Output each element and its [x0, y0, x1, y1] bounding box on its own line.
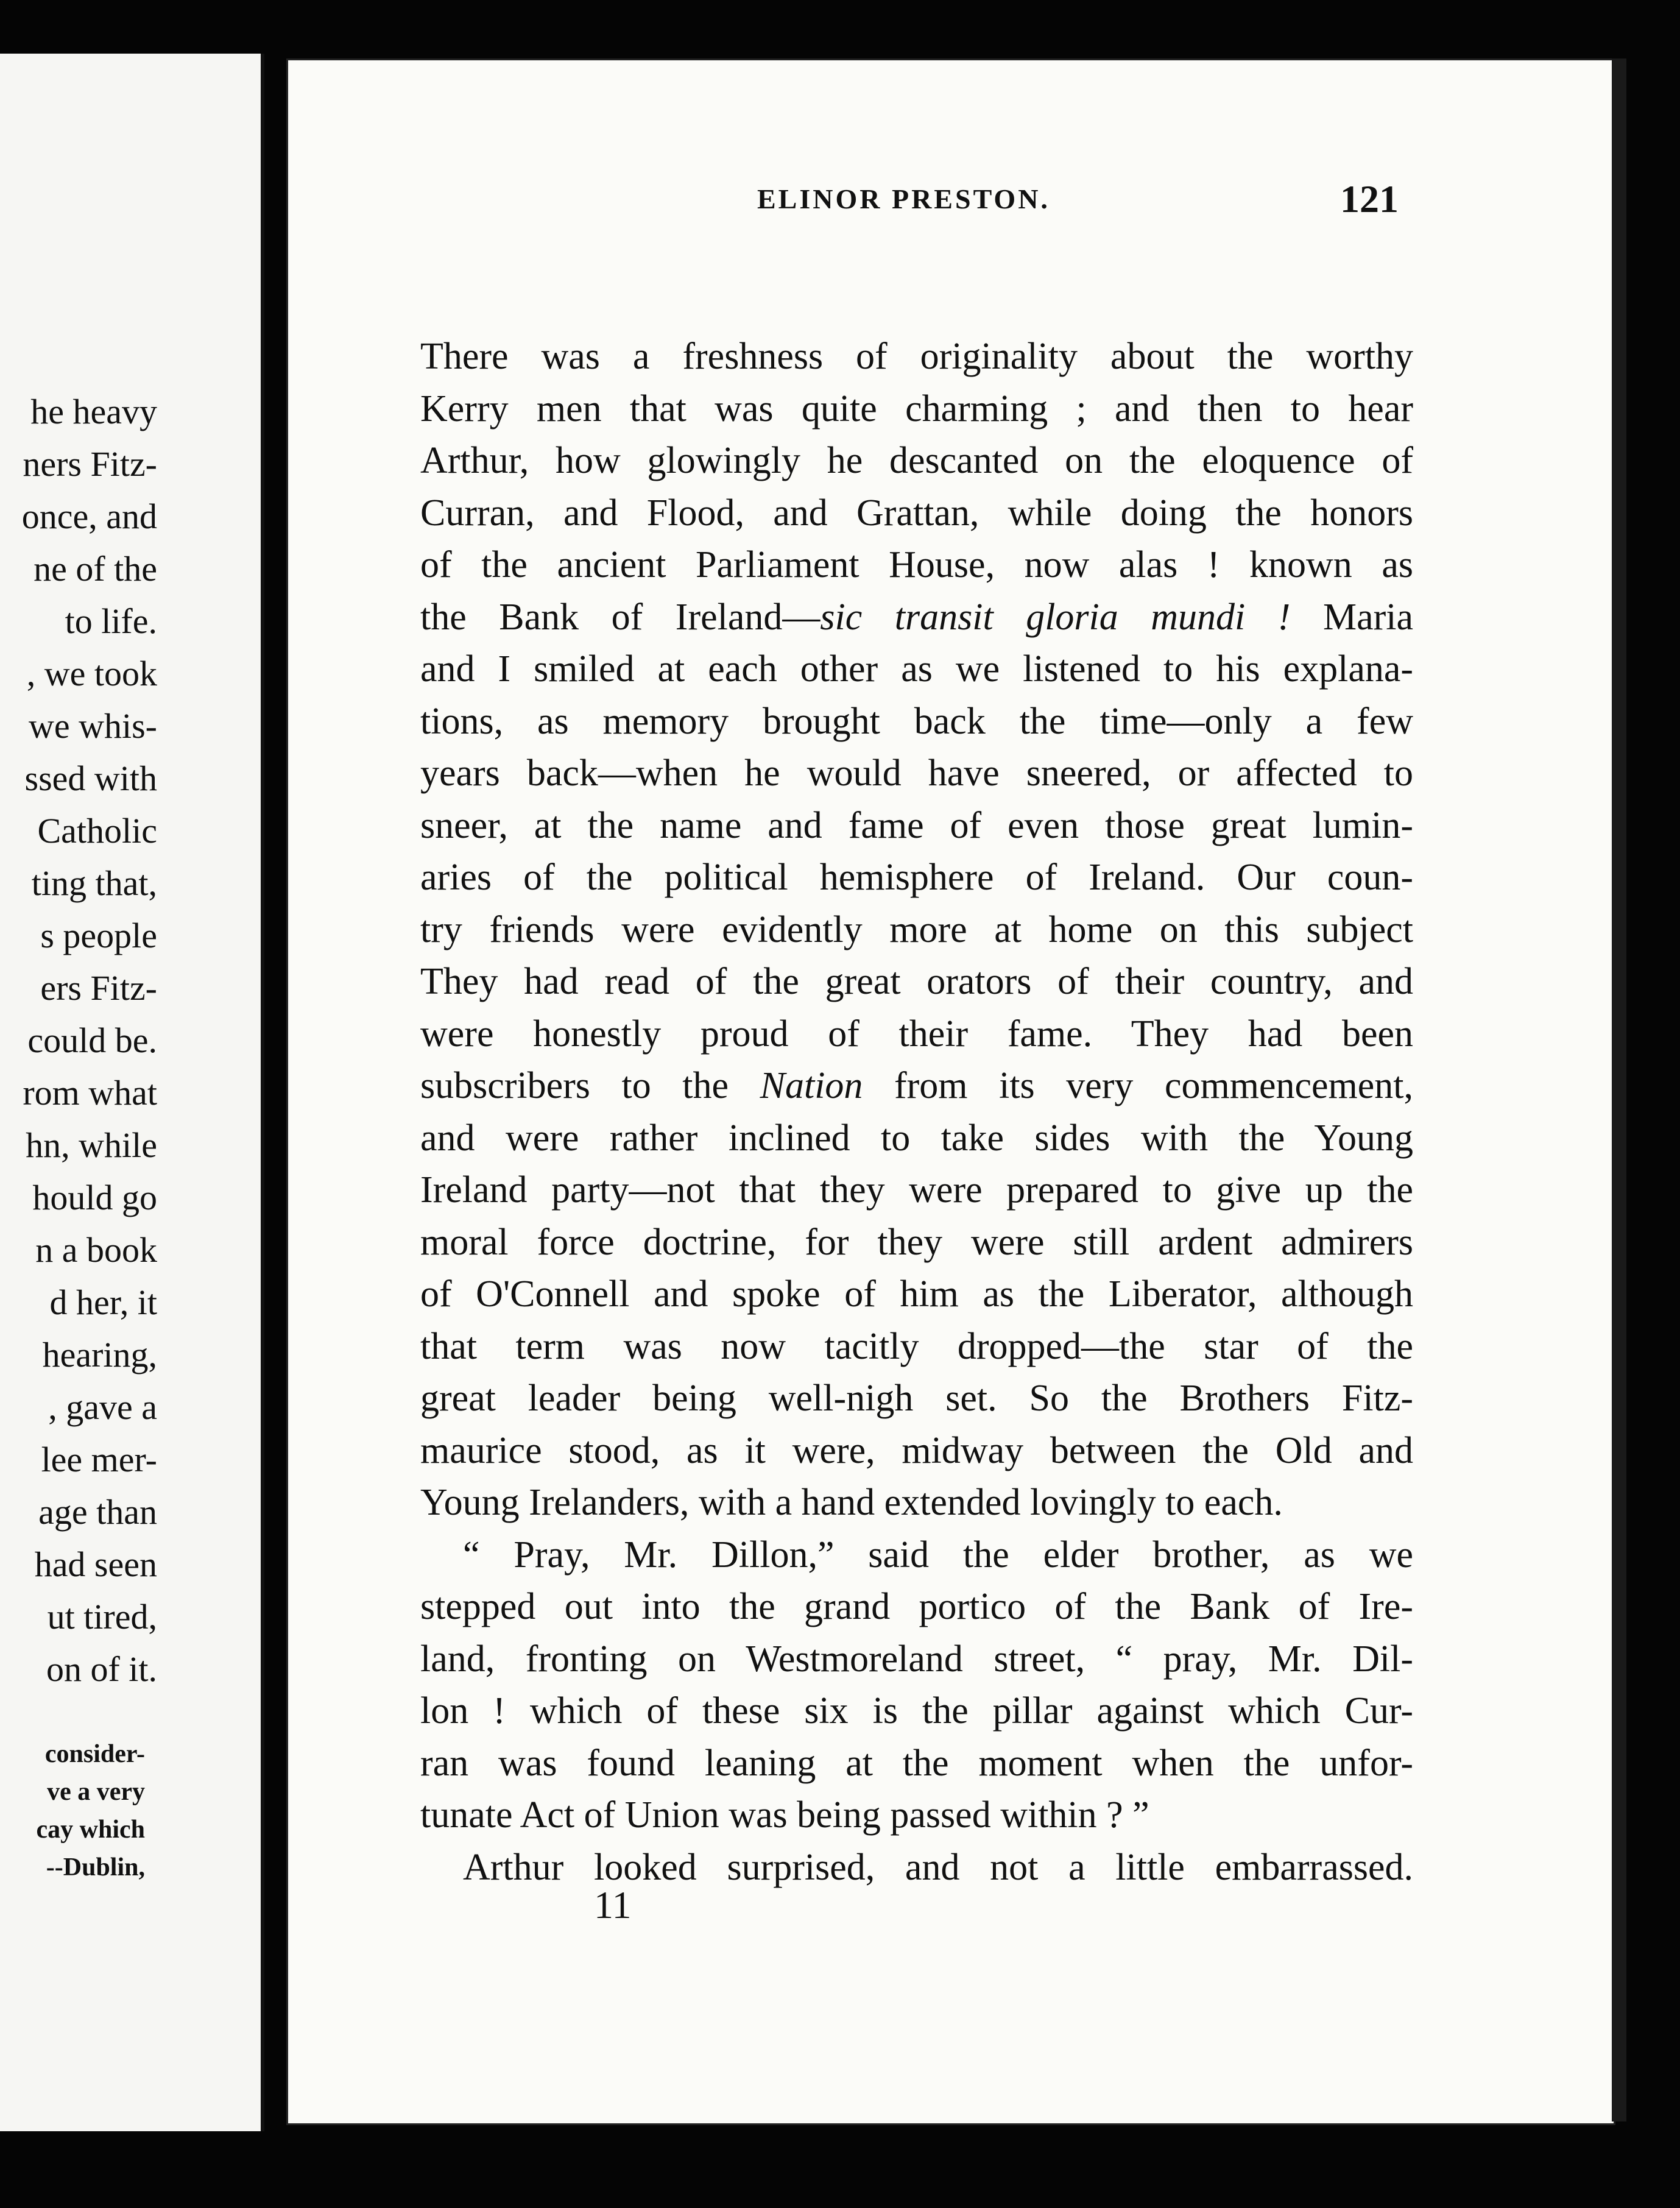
line-text: years back—when he would have sneered, or affected to: [420, 752, 1413, 794]
left-page-line: rom what: [23, 1073, 157, 1113]
left-page-footnote: [37, 1735, 146, 1886]
left-page-line: ssed with: [24, 759, 157, 798]
left-page-line: on of it.: [46, 1649, 157, 1689]
line-text: ran was found leaning at the moment when the unfor-: [420, 1742, 1413, 1784]
line-text: tions, as memory brought back the time—only a few: [420, 700, 1413, 742]
text-line: [420, 800, 1413, 852]
page-number: 121: [1340, 177, 1399, 221]
left-page-line: s people: [40, 916, 157, 955]
line-text: lon ! which of these six is the pillar against which Cur-: [420, 1690, 1413, 1732]
left-page-line: hould go: [32, 1178, 157, 1217]
left-page-text: [0, 386, 157, 1696]
left-page-line: age than: [38, 1492, 157, 1532]
left-footnote-line: consider-: [44, 1740, 145, 1768]
left-page-line: ne of the: [34, 549, 157, 589]
left-page-line: could be.: [27, 1021, 157, 1060]
line-text: Arthur looked surprised, and not a little embarrassed.: [463, 1846, 1413, 1888]
text-line: [420, 487, 1413, 540]
line-text: Young Irelanders, with a hand extended lovingly to each.: [420, 1482, 1283, 1523]
text-line: [420, 1529, 1413, 1582]
line-text: Arthur, how glowingly he descanted on the eloquence of: [420, 440, 1413, 481]
line-text: great leader being well-nigh set. So the Brothers Fitz-: [420, 1378, 1413, 1419]
page-edge: [1612, 58, 1626, 2121]
left-page-line: hn, while: [26, 1125, 157, 1165]
text-line: [420, 383, 1413, 436]
text-line: [420, 1477, 1413, 1529]
line-text: stepped out into the grand portico of the Bank of Ire-: [420, 1586, 1413, 1627]
text-line: [420, 1321, 1413, 1373]
line-text-after: Maria: [1290, 596, 1413, 638]
left-footnote-line: --Dublin,: [46, 1853, 145, 1881]
left-page-line: ners Fitz-: [23, 444, 157, 484]
line-text: and I smiled at each other as we listened to his explana-: [420, 648, 1413, 690]
text-line: [420, 1060, 1413, 1113]
left-page-line: , gave a: [48, 1387, 157, 1427]
line-text: of O'Connell and spoke of him as the Liberator, although: [420, 1273, 1413, 1315]
left-page-line: hearing,: [42, 1335, 157, 1375]
line-text: sneer, at the name and fame of even those great lumin-: [420, 804, 1413, 846]
left-page-line: , we took: [26, 654, 157, 693]
line-text: moral force doctrine, for they were still ardent admirers: [420, 1221, 1413, 1263]
line-text: subscribers to the: [420, 1065, 760, 1106]
left-page-line: ers Fitz-: [40, 968, 157, 1008]
line-text: land, fronting on Westmoreland street, “ pray, Mr. Dil-: [420, 1638, 1413, 1680]
line-text: try friends were evidently more at home on this subject: [420, 908, 1413, 950]
line-text: aries of the political hemisphere of Ireland. Our coun-: [420, 857, 1413, 898]
line-text: tunate Act of Union was being passed within ? ”: [420, 1794, 1149, 1836]
left-footnote-line: ve a very: [47, 1778, 145, 1806]
text-line: [420, 1373, 1413, 1425]
text-line: [420, 435, 1413, 487]
text-line: [420, 1113, 1413, 1165]
text-line: [420, 331, 1413, 383]
text-line: [420, 1738, 1413, 1790]
text-line: [420, 1633, 1413, 1686]
text-line: [420, 1425, 1413, 1477]
text-line: [420, 1269, 1413, 1321]
left-page-line: ting that,: [31, 863, 157, 903]
line-text: the Bank of Ireland—: [420, 596, 821, 638]
line-text: They had read of the great orators of their country, and: [420, 961, 1413, 1002]
text-line: [420, 1164, 1413, 1217]
left-page-line: to life.: [65, 601, 157, 641]
line-text: Ireland party—not that they were prepared to give up the: [420, 1169, 1413, 1211]
line-text: Kerry men that was quite charming ; and then to hear: [420, 387, 1413, 430]
left-page-line: we whis-: [28, 706, 157, 746]
left-page-line: he heavy: [30, 392, 157, 431]
running-head: ELINOR PRESTON.: [757, 183, 1050, 214]
line-text: There was a freshness of originality about the worthy: [420, 336, 1413, 377]
text-line: [420, 1789, 1413, 1842]
italic-text: sic transit gloria mundi !: [820, 596, 1291, 638]
line-text: that term was now tacitly dropped—the star of the: [420, 1325, 1413, 1367]
line-text: and were rather inclined to take sides with the Young: [420, 1117, 1413, 1159]
left-page-line: ut tired,: [47, 1597, 157, 1637]
left-page-line: once, and: [21, 497, 157, 536]
line-text: “ Pray, Mr. Dillon,” said the elder brother, as we: [463, 1534, 1413, 1576]
left-page-line: had seen: [34, 1545, 157, 1584]
left-page-line: n a book: [35, 1230, 157, 1270]
text-line: [420, 852, 1413, 904]
text-line: [420, 1581, 1413, 1633]
line-text: Curran, and Flood, and Grattan, while doing the honors: [420, 492, 1413, 534]
line-text: maurice stood, as it were, midway between the Old and: [420, 1429, 1413, 1471]
left-footnote-line: cay which: [36, 1816, 145, 1844]
text-line: [420, 1217, 1413, 1269]
left-page-line: Catholic: [37, 811, 157, 851]
facing-page-left: [0, 54, 264, 2131]
text-line: [420, 643, 1413, 696]
body-text: [420, 331, 1413, 1894]
line-text-after: from its very commencement,: [863, 1065, 1413, 1106]
text-line: [420, 1842, 1413, 1894]
signature-mark: 11: [594, 1883, 632, 1927]
left-page-line: d her, it: [49, 1283, 157, 1322]
text-line: [420, 1685, 1413, 1738]
left-page-line: lee mer-: [41, 1440, 157, 1479]
text-line: [420, 748, 1413, 800]
text-line: [420, 592, 1413, 644]
text-line: [420, 904, 1413, 957]
text-line: [420, 956, 1413, 1008]
line-text: were honestly proud of their fame. They had been: [420, 1013, 1413, 1055]
line-text: of the ancient Parliament House, now alas ! known as: [420, 544, 1413, 586]
italic-text: Nation: [760, 1065, 863, 1106]
text-line: [420, 1008, 1413, 1061]
text-line: [420, 696, 1413, 748]
text-line: [420, 539, 1413, 592]
